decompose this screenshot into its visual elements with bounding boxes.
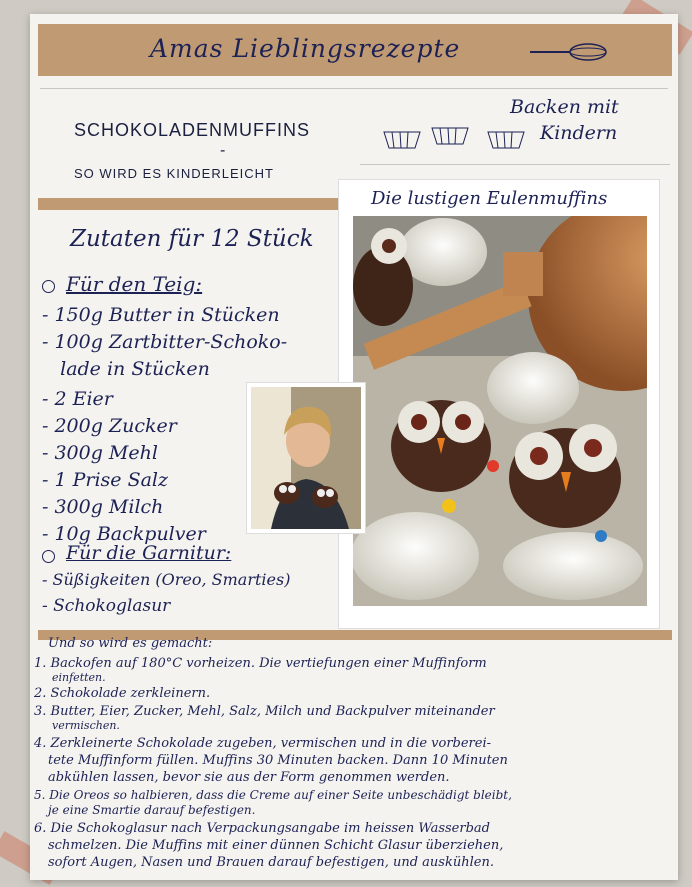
list-item: - 1 Prise Salz [42,469,168,491]
method-line: 5. Die Oreos so halbieren, dass die Creme auf einer Seite unbeschädigt bleibt, [34,788,512,802]
list-item: - 150g Butter in Stücken [42,304,280,326]
method-heading: Und so wird es gemacht: [48,636,213,651]
intro-rule-1 [40,88,668,89]
method-steps [34,656,674,876]
method-line: 6. Die Schokoglasur nach Verpackungsangabe im heissen Wasserbad [34,821,490,836]
garnish-heading: Für die Garnitur: [66,542,232,564]
recipe-title: SCHOKOLADENMUFFINS [74,120,311,140]
whisk-icon [528,36,608,66]
method-line: 4. Zerkleinerte Schokolade zugeben, vermischen und in die vorberei- [34,736,492,751]
header-band [38,24,672,76]
list-item: - Schokoglasur [42,596,171,616]
dough-checkbox[interactable] [42,280,55,293]
recipe-sheet [30,14,678,880]
photo-caption: Die lustigen Eulenmuffins [371,188,608,209]
method-line: 3. Butter, Eier, Zucker, Mehl, Salz, Milch und Backpulver miteinander [34,704,495,719]
list-item: - 2 Eier [42,388,113,410]
method-line: abkühlen lassen, bevor sie aus der Form genommen werden. [48,770,450,785]
method-line: sofort Augen, Nasen und Brauen darauf befestigen, und auskühlen. [48,855,494,870]
owl-muffins-photo [353,216,647,606]
list-item: lade in Stücken [42,358,210,380]
intro-rule-2 [360,164,670,165]
list-item: - Süßigkeiten (Oreo, Smarties) [42,570,291,589]
list-item: - 300g Milch [42,496,164,518]
list-item: - 10g Backpulver [42,523,206,545]
title-dash: - [220,142,227,159]
header-title: Amas Lieblingsrezepte [150,34,461,63]
method-line: 1. Backofen auf 180°C vorheizen. Die vertiefungen einer Muffinform [34,656,487,671]
method-line: 2. Schokolade zerkleinern. [34,686,211,701]
tag-line-2: Kindern [540,122,618,144]
dough-heading: Für den Teig: [66,272,203,296]
owl-muffins-photo-card [338,179,660,629]
child-photo-card [246,382,366,534]
list-item: - 300g Mehl [42,442,158,464]
method-line: vermischen. [52,719,120,732]
ingredients-band [38,198,350,210]
muffin-cups-icon [380,124,530,150]
method-line: schmelzen. Die Muffins mit einer dünnen Schicht Glasur überziehen, [48,838,504,853]
method-line: tete Muffinform füllen. Muffins 30 Minuten backen. Dann 10 Minuten [48,753,508,768]
method-line: einfetten. [52,671,106,684]
garnish-checkbox[interactable] [42,550,55,563]
child-with-muffins-photo [251,387,361,529]
method-line: je eine Smartie darauf befestigen. [48,803,256,817]
list-item: - 200g Zucker [42,415,177,437]
recipe-subtitle: SO WIRD ES KINDERLEICHT [74,166,274,181]
tag-line-1: Backen mit [510,96,619,118]
ingredients-heading: Zutaten für 12 Stück [70,226,314,252]
list-item: - 100g Zartbitter-Schoko- [42,331,288,353]
